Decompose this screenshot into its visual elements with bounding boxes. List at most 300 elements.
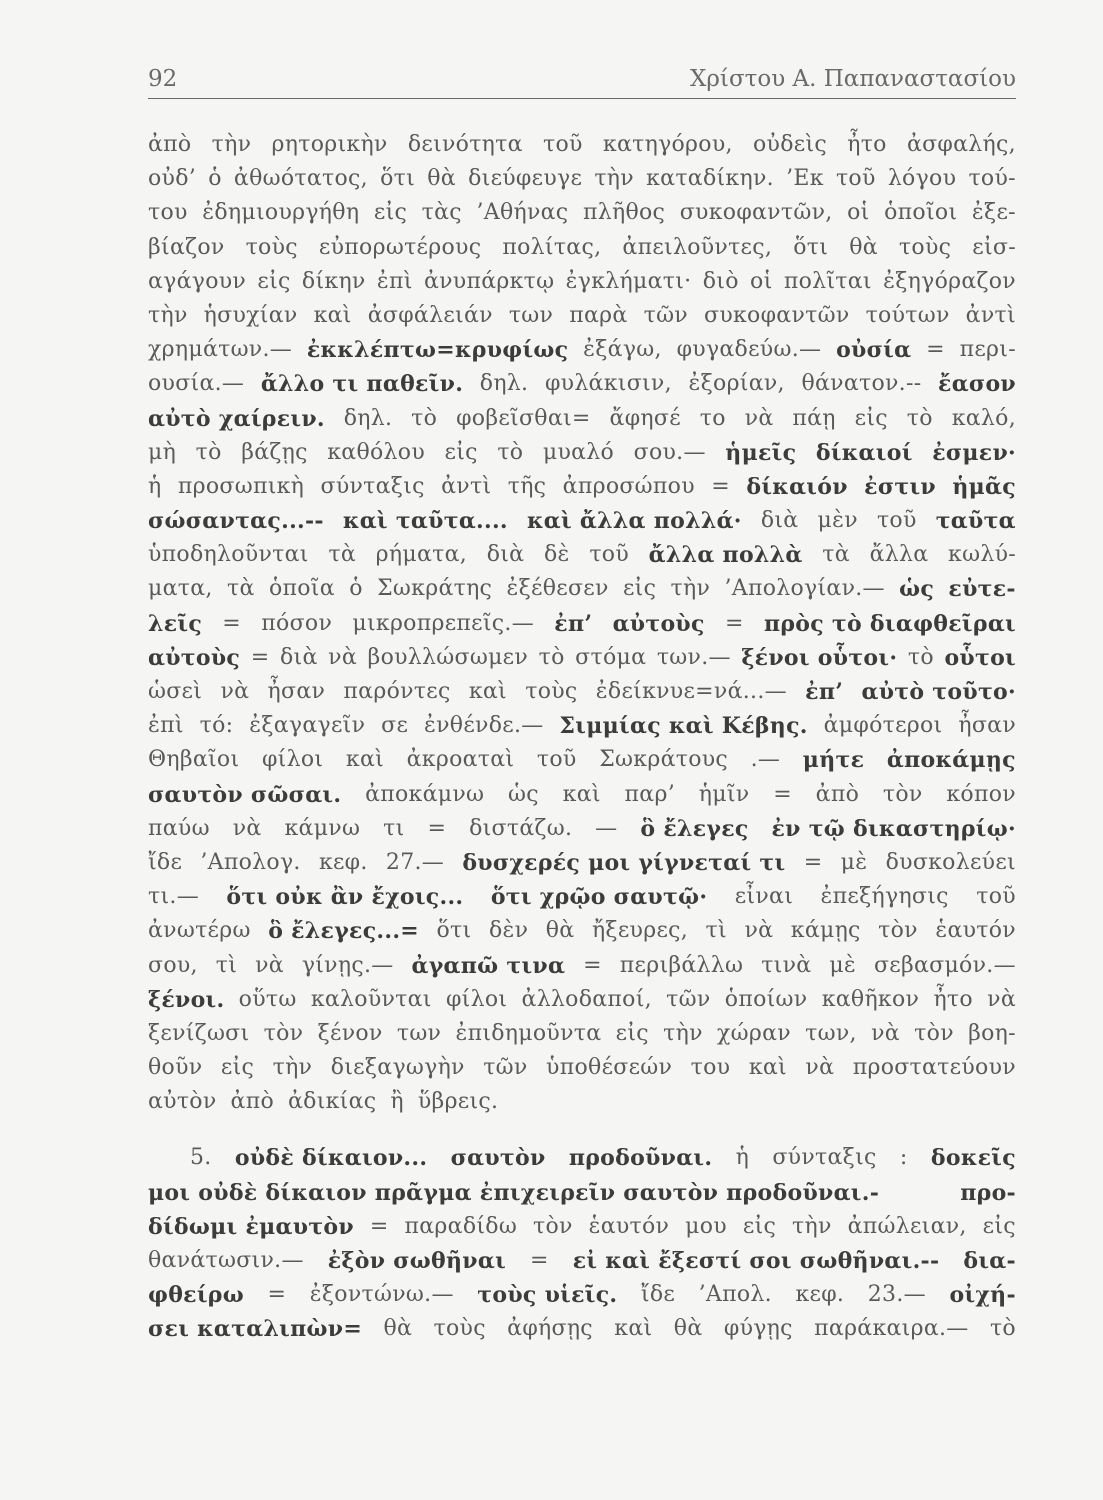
word: νὰ <box>220 679 250 704</box>
word: ἀντὶ <box>965 302 1016 328</box>
word: πλῆθος <box>582 200 666 226</box>
word: χρημάτων.— <box>148 337 293 363</box>
word: ἢ <box>390 1089 404 1115</box>
word: = <box>926 337 945 363</box>
word: : <box>899 1145 908 1171</box>
word: καταδίκην. <box>646 166 774 192</box>
text-line <box>148 196 1016 230</box>
word: μοι οὐδὲ δίκαιον πρᾶγμα ἐπιχειρεῖν σαυτὸν προδοῦναι.- <box>148 1179 880 1206</box>
word: ἑαυτόν <box>935 918 1016 944</box>
word: ’Εκ <box>786 166 824 192</box>
word: ὅτι χρῷο σαυτῷ· <box>490 884 708 911</box>
word: διὰ <box>279 644 318 670</box>
word: τοῦ <box>976 884 1016 910</box>
word: ἤξευρες, <box>591 918 689 944</box>
word: δίδωμι ἐμαυτὸν <box>148 1213 354 1240</box>
word: των <box>396 1020 442 1046</box>
word: ἄλλα πολλὰ <box>648 542 803 569</box>
word: τὰ <box>227 576 255 602</box>
word: οὐδεὶς <box>753 132 828 157</box>
word: μυαλό <box>542 439 615 465</box>
text-line <box>148 231 1016 265</box>
word: κατηγόρου, <box>602 132 733 157</box>
word: πολίτας, <box>502 234 602 260</box>
word: ξενίζωσι <box>148 1020 250 1046</box>
word: σύνταξις <box>320 473 425 499</box>
word: δηλ. <box>479 371 529 397</box>
word: καὶ <box>468 679 507 704</box>
text-line <box>148 812 1016 846</box>
word: παρόντες <box>343 679 451 704</box>
word: θὰ <box>849 234 878 260</box>
word: καλοῦνται <box>310 986 432 1012</box>
word: ἡμῖν <box>698 781 750 807</box>
word: διὰ <box>486 542 525 568</box>
word: δια- <box>963 1248 1016 1274</box>
word: ὡς <box>899 576 935 603</box>
word: Θηβαῖοι <box>148 747 240 773</box>
page-header <box>148 66 1016 99</box>
word: ’Απολογίαν.— <box>724 576 885 602</box>
word: εἰς <box>444 439 478 465</box>
word: οὐδ’ <box>148 166 197 192</box>
word: ἀπώλειαν, <box>847 1213 967 1239</box>
word: καὶ ταῦτα.... <box>342 508 508 535</box>
text-line <box>148 846 1016 880</box>
word: 23.— <box>867 1282 926 1308</box>
text-line <box>148 743 1016 777</box>
word: ἐπὶ <box>376 268 413 294</box>
word: μὲν <box>817 508 858 534</box>
word: ἐπὶ <box>148 713 184 739</box>
word: μὴ <box>148 439 177 465</box>
word: οὐσία <box>836 337 912 364</box>
word: ἀγαπῶ τινα <box>411 952 566 979</box>
word: τὸν <box>914 1020 954 1046</box>
word: καὶ <box>562 781 601 807</box>
text-line <box>148 504 1016 538</box>
word: καὶ <box>614 1316 653 1342</box>
word: ὁποῖοι <box>884 200 958 226</box>
word: τοὺς <box>245 234 298 260</box>
word: ὁ <box>349 576 363 602</box>
word: ἀπὸ <box>230 1089 274 1115</box>
word: διεύφευγε <box>468 166 583 192</box>
word: ὁ <box>208 166 222 192</box>
word: μικροπρεπεῖς.— <box>352 610 535 636</box>
word: ἀπὸ <box>148 132 192 157</box>
word: τὴν <box>670 576 711 602</box>
text-line <box>148 641 1016 675</box>
word: οἱ <box>847 200 870 226</box>
word: καὶ <box>748 1055 787 1081</box>
word: οὕτω <box>238 986 297 1012</box>
word: νὰ <box>744 405 774 431</box>
word: βάζῃς <box>241 439 308 465</box>
word: ἀνωτέρω <box>148 918 251 944</box>
text-line <box>148 162 1016 196</box>
word: φοβεῖσθαι= <box>456 405 591 431</box>
word: τοὺς <box>433 1316 486 1342</box>
word: σαυτὸν σῶσαι. <box>148 781 342 808</box>
text-line <box>148 333 1016 367</box>
word: θανάτωσιν.— <box>148 1248 304 1273</box>
word: τῶν <box>666 986 711 1012</box>
word: ἄλλο τι παθεῖν. <box>260 371 464 398</box>
word: ὑποθέσεών <box>546 1055 673 1081</box>
word: προ- <box>960 1179 1016 1206</box>
word: μου <box>685 1213 727 1239</box>
word: 27.— <box>385 849 445 875</box>
word: αὐτοὺς <box>148 644 241 671</box>
word: νὰ <box>987 986 1016 1012</box>
word: μὲ <box>840 849 868 875</box>
word: ὃ ἔλεγες...= <box>268 918 420 945</box>
word: ὕβρεις. <box>417 1089 499 1115</box>
word: λεῖς <box>148 610 203 637</box>
word: των.— <box>656 644 731 670</box>
word: παύω <box>148 815 210 841</box>
word: βοη- <box>968 1020 1016 1046</box>
word: ἐπιδημοῦντα <box>455 1020 602 1046</box>
word: παρὰ <box>569 302 628 328</box>
word: προδοῦναι. <box>568 1145 713 1172</box>
word: ρήματα, <box>375 542 468 568</box>
word: ἴδε <box>640 1282 676 1308</box>
word: ἐξε- <box>971 200 1016 226</box>
word: εἰς <box>615 1020 649 1046</box>
word: ἐστιν <box>864 473 936 500</box>
word: ἐν τῷ δικαστηρίῳ· <box>771 815 1016 842</box>
word: = <box>803 849 823 875</box>
word: διστάζω. <box>469 815 573 841</box>
word: ταῦτα <box>935 508 1016 535</box>
word: νὰ <box>871 1020 900 1046</box>
word: ἐνθένδε.— <box>424 713 544 739</box>
word: ἐπεξήγησις <box>820 884 949 910</box>
word: του <box>690 1055 731 1081</box>
word: ἐσμεν· <box>932 439 1016 466</box>
text-line <box>148 436 1016 470</box>
text-line <box>148 402 1016 436</box>
word: εἰ καὶ ἔξεστί σοι σωθῆναι.-- <box>572 1248 940 1274</box>
word: σύνταξις <box>772 1145 877 1171</box>
word: τὴν <box>211 132 252 157</box>
word: τοῦ <box>835 166 876 192</box>
word: ὅτι <box>380 166 416 192</box>
word: ἀκροαταὶ <box>406 747 515 773</box>
word: περι- <box>959 337 1016 363</box>
text-line <box>148 367 1016 401</box>
word: σαυτὸν <box>450 1145 546 1172</box>
word: καὶ <box>313 302 352 328</box>
word: ἀπὸ <box>815 781 860 807</box>
word: ἡμᾶς <box>952 473 1016 500</box>
word: μήτε <box>802 747 865 774</box>
word: τό: <box>199 713 234 739</box>
word: ξένον <box>317 1020 383 1046</box>
word: διὰ <box>760 508 799 534</box>
word: ἦσαν <box>267 679 326 704</box>
word: κεφ. <box>318 849 368 875</box>
word: φθείρω <box>148 1282 244 1309</box>
word: εὐτε- <box>948 576 1016 603</box>
word: τοῦ <box>876 508 917 534</box>
word: ἡ <box>735 1145 750 1171</box>
word: ξένοι. <box>148 986 225 1013</box>
word: τὸν <box>878 918 918 944</box>
word: ὡσεὶ <box>148 679 203 704</box>
word: ἐδείκνυε=νά...— <box>595 679 787 704</box>
word: ἀποκάμῃς <box>886 747 1016 774</box>
word: ἀπροσώπου <box>562 473 695 499</box>
word: εἰς <box>742 1213 777 1239</box>
word: ὅτι <box>793 234 829 260</box>
word: οἰχή- <box>949 1282 1016 1309</box>
word: θὰ <box>673 1316 703 1342</box>
word: σει καταλιπὼν= <box>148 1316 363 1343</box>
text-line <box>148 1210 1016 1244</box>
word: σώσαντας...-- <box>148 508 324 535</box>
word: 5. <box>190 1145 212 1171</box>
word: τὴν <box>792 1213 832 1239</box>
word: τὸν <box>263 1020 304 1046</box>
text-line <box>148 1051 1016 1085</box>
word: = <box>250 644 270 670</box>
text-line <box>148 1085 1016 1119</box>
word: = <box>773 781 792 807</box>
text-line <box>148 1244 1016 1278</box>
word: ἄφησέ <box>609 405 681 431</box>
word: φυγαδεύω.— <box>676 337 822 363</box>
word: ὃ ἔλεγες <box>640 815 749 842</box>
word: = <box>724 610 744 636</box>
word: θοῦν <box>148 1055 203 1081</box>
word: τι.— <box>148 884 199 910</box>
word: αὐτοὺς <box>612 610 705 637</box>
word: = <box>222 610 242 636</box>
word: ’Απολογ. <box>200 849 301 875</box>
word: τοῦ <box>543 132 583 157</box>
word: εἰσ- <box>972 234 1016 260</box>
word: πρὸς τὸ διαφθεῖραι <box>763 610 1016 637</box>
word: = <box>529 1248 549 1273</box>
word: ἴδε <box>148 849 183 875</box>
word: ὁποῖα <box>268 576 335 602</box>
word: εἰς <box>982 1213 1016 1239</box>
word: ἐξορίαν, <box>688 371 785 397</box>
word: νὰ <box>328 644 357 670</box>
text-line <box>148 607 1016 641</box>
word: συκοφαντῶν, <box>679 200 833 226</box>
word: ὑποδηλοῦνται <box>148 542 309 568</box>
word: τινὰ <box>761 952 812 978</box>
word: ἐξηγόραζον <box>883 268 1016 294</box>
word: φύγῃς <box>723 1316 793 1342</box>
word: ἦτο <box>847 132 887 157</box>
word: αὐτὸ χαίρειν. <box>148 405 325 432</box>
word: τὸ <box>906 405 933 431</box>
word: = <box>711 473 730 499</box>
word: αγάγουν <box>148 268 247 294</box>
word: τὸν <box>532 1213 573 1239</box>
word: συκοφαντῶν <box>704 302 850 328</box>
word: ἀθωότατος, <box>233 166 368 192</box>
page-number: 92 <box>148 66 178 92</box>
word: ἐγκλήματι· <box>565 268 692 294</box>
word: τὴν <box>594 166 634 192</box>
word: ἐξέθεσεν <box>506 576 609 602</box>
word: βουλλώσωμεν <box>367 644 529 670</box>
word: καὶ <box>345 747 385 773</box>
body-text <box>148 128 1016 1347</box>
word: τὸ <box>411 405 438 431</box>
word: τοὺς <box>898 234 952 260</box>
word: ἐξαγαγεῖν <box>249 713 366 739</box>
word: τὸ <box>538 644 565 670</box>
word: ρητορικὴν <box>271 132 388 157</box>
word: ἀσφάλειάν <box>367 302 493 328</box>
word: ἔασον <box>938 371 1016 398</box>
word: τὴν <box>272 1055 313 1081</box>
word: τὴν <box>663 1020 703 1046</box>
word: διεξαγωγὴν <box>330 1055 465 1081</box>
text-line <box>148 914 1016 948</box>
word: το <box>699 405 726 431</box>
word: φίλοι <box>445 986 508 1012</box>
word: σου, <box>148 952 198 978</box>
word: βίαζον <box>148 234 225 260</box>
word: αὐτὸν <box>148 1089 217 1115</box>
word: ἀνυπάρκτῳ <box>423 268 555 294</box>
commentary-paragraph-1 <box>148 128 1016 1119</box>
text-line <box>148 983 1016 1017</box>
word: ἡσυχίαν <box>203 302 298 328</box>
word: εἶναι <box>734 884 794 910</box>
word: ’Αθήνας <box>476 200 569 226</box>
word: θὰ <box>545 918 575 944</box>
text-line <box>148 949 1016 983</box>
word: τὸ <box>989 1316 1016 1342</box>
word: γίνῃς.— <box>301 952 394 978</box>
word: δίκαιόν <box>746 473 848 500</box>
word: προστατεύουν <box>852 1055 1016 1081</box>
word: ουσία.— <box>148 371 245 397</box>
word: ἀσφαλής, <box>906 132 1016 157</box>
text-line <box>148 128 1016 162</box>
text-line <box>148 675 1016 709</box>
word: σεβασμόν.— <box>873 952 1016 978</box>
text-line <box>148 470 1016 504</box>
word: = <box>267 1282 287 1308</box>
word: δηλ. <box>343 405 393 431</box>
word: ἐπ’ <box>805 679 844 705</box>
word: τοῦ <box>536 747 577 773</box>
text-line <box>148 709 1016 743</box>
word: οἱ <box>750 268 773 294</box>
word: ὅτι <box>436 918 472 944</box>
word: ἐδημιουργήθη <box>202 200 360 226</box>
word: κάμῃς <box>790 918 861 944</box>
word: θὰ <box>383 1316 413 1342</box>
word: εἰς <box>220 1055 255 1081</box>
word: ἄλλα <box>869 542 929 568</box>
text-line <box>148 265 1016 299</box>
word: ὁποίων <box>724 986 808 1012</box>
word: τούτων <box>865 302 950 328</box>
word: λόγου <box>887 166 957 192</box>
word: δυσχερές μοι γίγνεταί τι <box>462 849 786 876</box>
word: μὲ <box>829 952 857 978</box>
word: φίλοι <box>261 747 324 773</box>
word: στόμα <box>575 644 647 670</box>
word: νὰ <box>255 952 284 978</box>
word: τοῦ <box>589 542 630 568</box>
word: ἐπ’ <box>554 610 593 637</box>
word: δὲ <box>544 542 570 568</box>
word: = <box>427 815 447 841</box>
word: δίκαιοί <box>815 439 913 466</box>
word: τὴν <box>148 302 188 328</box>
word: .— <box>750 747 781 773</box>
running-head: Χρίστου Α. Παπαναστασίου <box>690 66 1016 92</box>
text-line <box>148 778 1016 812</box>
word: ἀντὶ <box>441 473 492 499</box>
word: ἦτο <box>933 986 973 1012</box>
word: — <box>595 815 618 841</box>
text-line <box>148 1278 1016 1312</box>
text-line <box>148 572 1016 606</box>
word: των <box>508 302 554 328</box>
word: του <box>148 200 188 226</box>
word: των, <box>805 1020 857 1046</box>
word: παραδίδω <box>404 1213 518 1239</box>
word: καθόλου <box>327 439 425 465</box>
word: τὸ <box>195 439 222 465</box>
word: ἐκκλέπτω=κρυφίως <box>306 337 569 364</box>
word: καὶ ἄλλα πολλά· <box>526 508 742 535</box>
word: οὗτοι <box>944 644 1016 671</box>
word: τῶν <box>643 302 688 328</box>
word: ἀδικίας <box>288 1089 377 1115</box>
word: τὸν <box>882 781 923 807</box>
word: τὸ <box>497 439 524 465</box>
word: τὰς <box>421 200 462 226</box>
word: τὰ <box>328 542 356 568</box>
word: δοκεῖς <box>930 1145 1016 1172</box>
word: χώραν <box>717 1020 791 1046</box>
word: προσωπικὴ <box>177 473 305 499</box>
word: τὶ <box>705 918 727 944</box>
word: ἀμφότεροι <box>823 713 943 739</box>
word: Σωκράτης <box>377 576 493 602</box>
word: καθῆκον <box>821 986 920 1012</box>
word: πόσον <box>261 610 333 636</box>
word: θὰ <box>427 166 456 192</box>
word: τοὺς υἱεῖς. <box>477 1282 618 1309</box>
word: αὐτὸ τοῦτο· <box>861 679 1016 705</box>
word: δίκην <box>301 268 366 294</box>
word: κόπον <box>946 781 1016 807</box>
text-line <box>148 1312 1016 1346</box>
word: τὶ <box>215 952 238 978</box>
word: πάῃ <box>792 405 836 431</box>
word: παράκαιρα.— <box>814 1316 969 1342</box>
word: τι <box>383 815 405 841</box>
word: διὸ <box>702 268 739 294</box>
word: φυλάκισιν, <box>544 371 672 397</box>
word: εἰς <box>257 268 291 294</box>
